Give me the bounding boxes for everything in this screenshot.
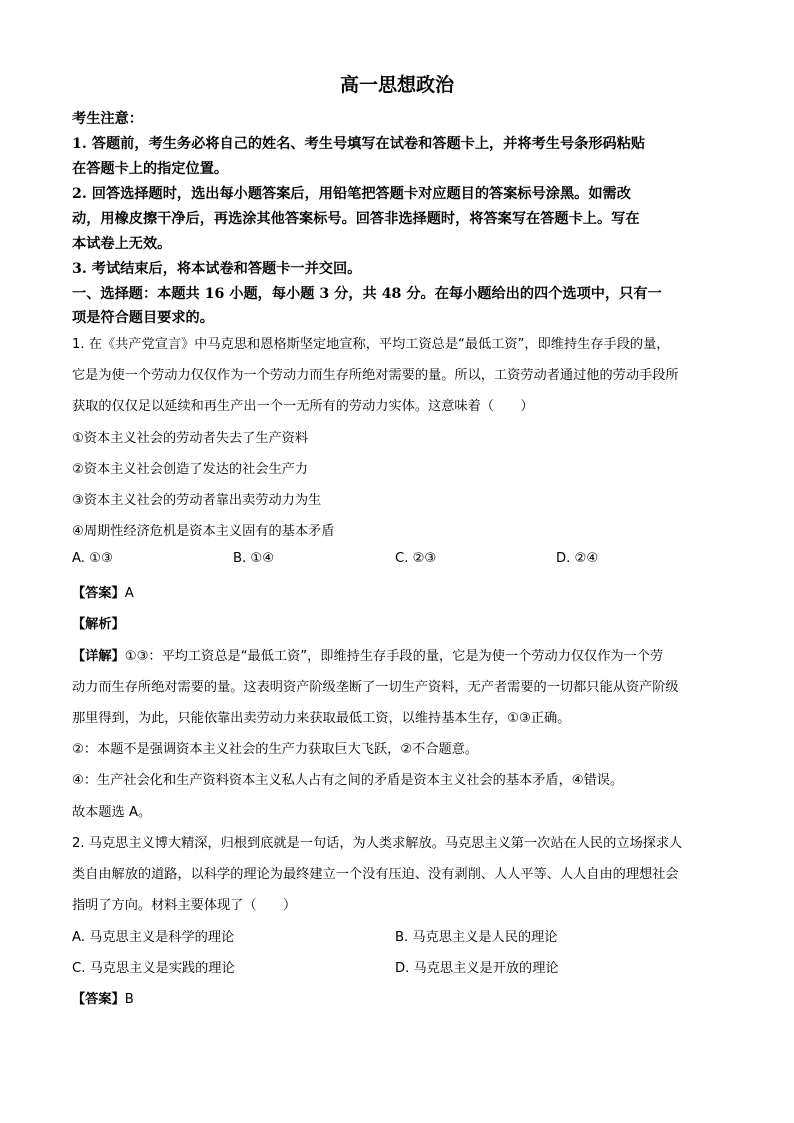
- answer-value: A: [124, 586, 134, 601]
- q1-detail: ④：生产社会化和生产资料资本主义私人占有之间的矛盾是资本主义社会的基本矛盾，④错误。: [72, 773, 624, 788]
- notice-line: 动，用橡皮擦干净后，再选涂其他答案标号。回答非选择题时，将答案写在答题卡上。写在: [72, 211, 640, 227]
- q2-option-a: A. 马克思主义是科学的理论: [72, 930, 235, 945]
- q1-detail: ②：本题不是强调资本主义社会的生产力获取巨大飞跃，②不合题意。: [72, 742, 479, 757]
- notice-heading: 考生注意：: [72, 111, 143, 127]
- detail-tag: 【详解】: [72, 649, 125, 664]
- q1-option-c: C. ②③: [395, 551, 437, 566]
- q2-stem: 2. 马克思主义博大精深，归根到底就是一句话，为人类求解放。马克思主义第一次站在人民的立场探求人: [72, 836, 683, 851]
- q1-analysis-tag: [72, 613, 724, 632]
- answer-tag: 【答案】: [72, 992, 125, 1007]
- analysis-tag: 【解析】: [72, 617, 125, 632]
- answer-value: B: [124, 992, 134, 1007]
- answer-tag: 【答案】: [72, 586, 125, 601]
- section-heading: 项是符合题目要求的。: [72, 310, 214, 326]
- q2-answer: [72, 988, 724, 1007]
- notice-line: 3. 考试结束后，将本试卷和答题卡一并交回。: [72, 261, 362, 277]
- q1-option-d: D. ②④: [556, 551, 599, 566]
- notice-line: 2. 回答选择题时，选出每小题答案后，用铅笔把答题卡对应题目的答案标号涂黑。如需改: [72, 186, 631, 202]
- detail-text: ①③：平均工资总是“最低工资”，即维持生存手段的量，它是为使一个劳动力仅仅作为一个劳: [124, 649, 664, 664]
- q1-answer: [72, 582, 724, 601]
- q1-statement: ②资本主义社会创造了发达的社会生产力: [72, 462, 309, 477]
- q1-detail: 那里得到，为此，只能依靠出卖劳动力来获取最低工资，以维持基本生存，①③正确。: [72, 711, 571, 726]
- notice-line: 在答题卡上的指定位置。: [72, 161, 229, 177]
- q1-statement: ④周期性经济危机是资本主义固有的基本矛盾: [72, 524, 335, 539]
- q1-stem: 获取的仅仅足以延续和再生产出一个一无所有的劳动力实体。这意味着（ ）: [72, 399, 534, 414]
- section-heading: 一、选择题：本题共 16 小题，每小题 3 分，共 48 分。在每小题给出的四个选项中，只有一: [72, 286, 662, 302]
- notice-line: 1. 答题前，考生务必将自己的姓名、考生号填写在试卷和答题卡上，并将考生号条形码粘贴: [72, 136, 646, 152]
- q1-stem: 它是为使一个劳动力仅仅作为一个劳动力而生存所绝对需要的量。所以，工资劳动者通过他的劳动手段所: [72, 368, 679, 383]
- q1-option-b: B. ①④: [233, 551, 275, 566]
- q1-detail: [72, 645, 724, 664]
- q1-detail: 故本题选 A。: [72, 805, 152, 820]
- q1-option-a: A. ①③: [72, 551, 113, 566]
- page-title: 高一思想政治: [339, 74, 454, 96]
- notice-line: 本试卷上无效。: [72, 236, 172, 252]
- q1-statement: ③资本主义社会的劳动者靠出卖劳动力为生: [72, 493, 322, 508]
- q2-option-d: D. 马克思主义是开放的理论: [395, 961, 559, 976]
- q1-detail: 动力而生存所绝对需要的量。这表明资产阶级垄断了一切生产资料，无产者需要的一切都只能从资产阶级: [72, 680, 679, 695]
- q1-stem: 1. 在《共产党宣言》中马克思和恩格斯坚定地宣称，平均工资总是“最低工资”，即维持生存手段的量，: [72, 337, 670, 352]
- q2-option-c: C. 马克思主义是实践的理论: [72, 961, 235, 976]
- q2-stem: 指明了方向。材料主要体现了（ ）: [72, 898, 297, 913]
- q2-option-b: B. 马克思主义是人民的理论: [395, 930, 558, 945]
- q2-stem: 类自由解放的道路，以科学的理论为最终建立一个没有压迫、没有剥削、人人平等、人人自由的理想社会: [72, 867, 679, 882]
- q1-statement: ①资本主义社会的劳动者失去了生产资料: [72, 431, 309, 446]
